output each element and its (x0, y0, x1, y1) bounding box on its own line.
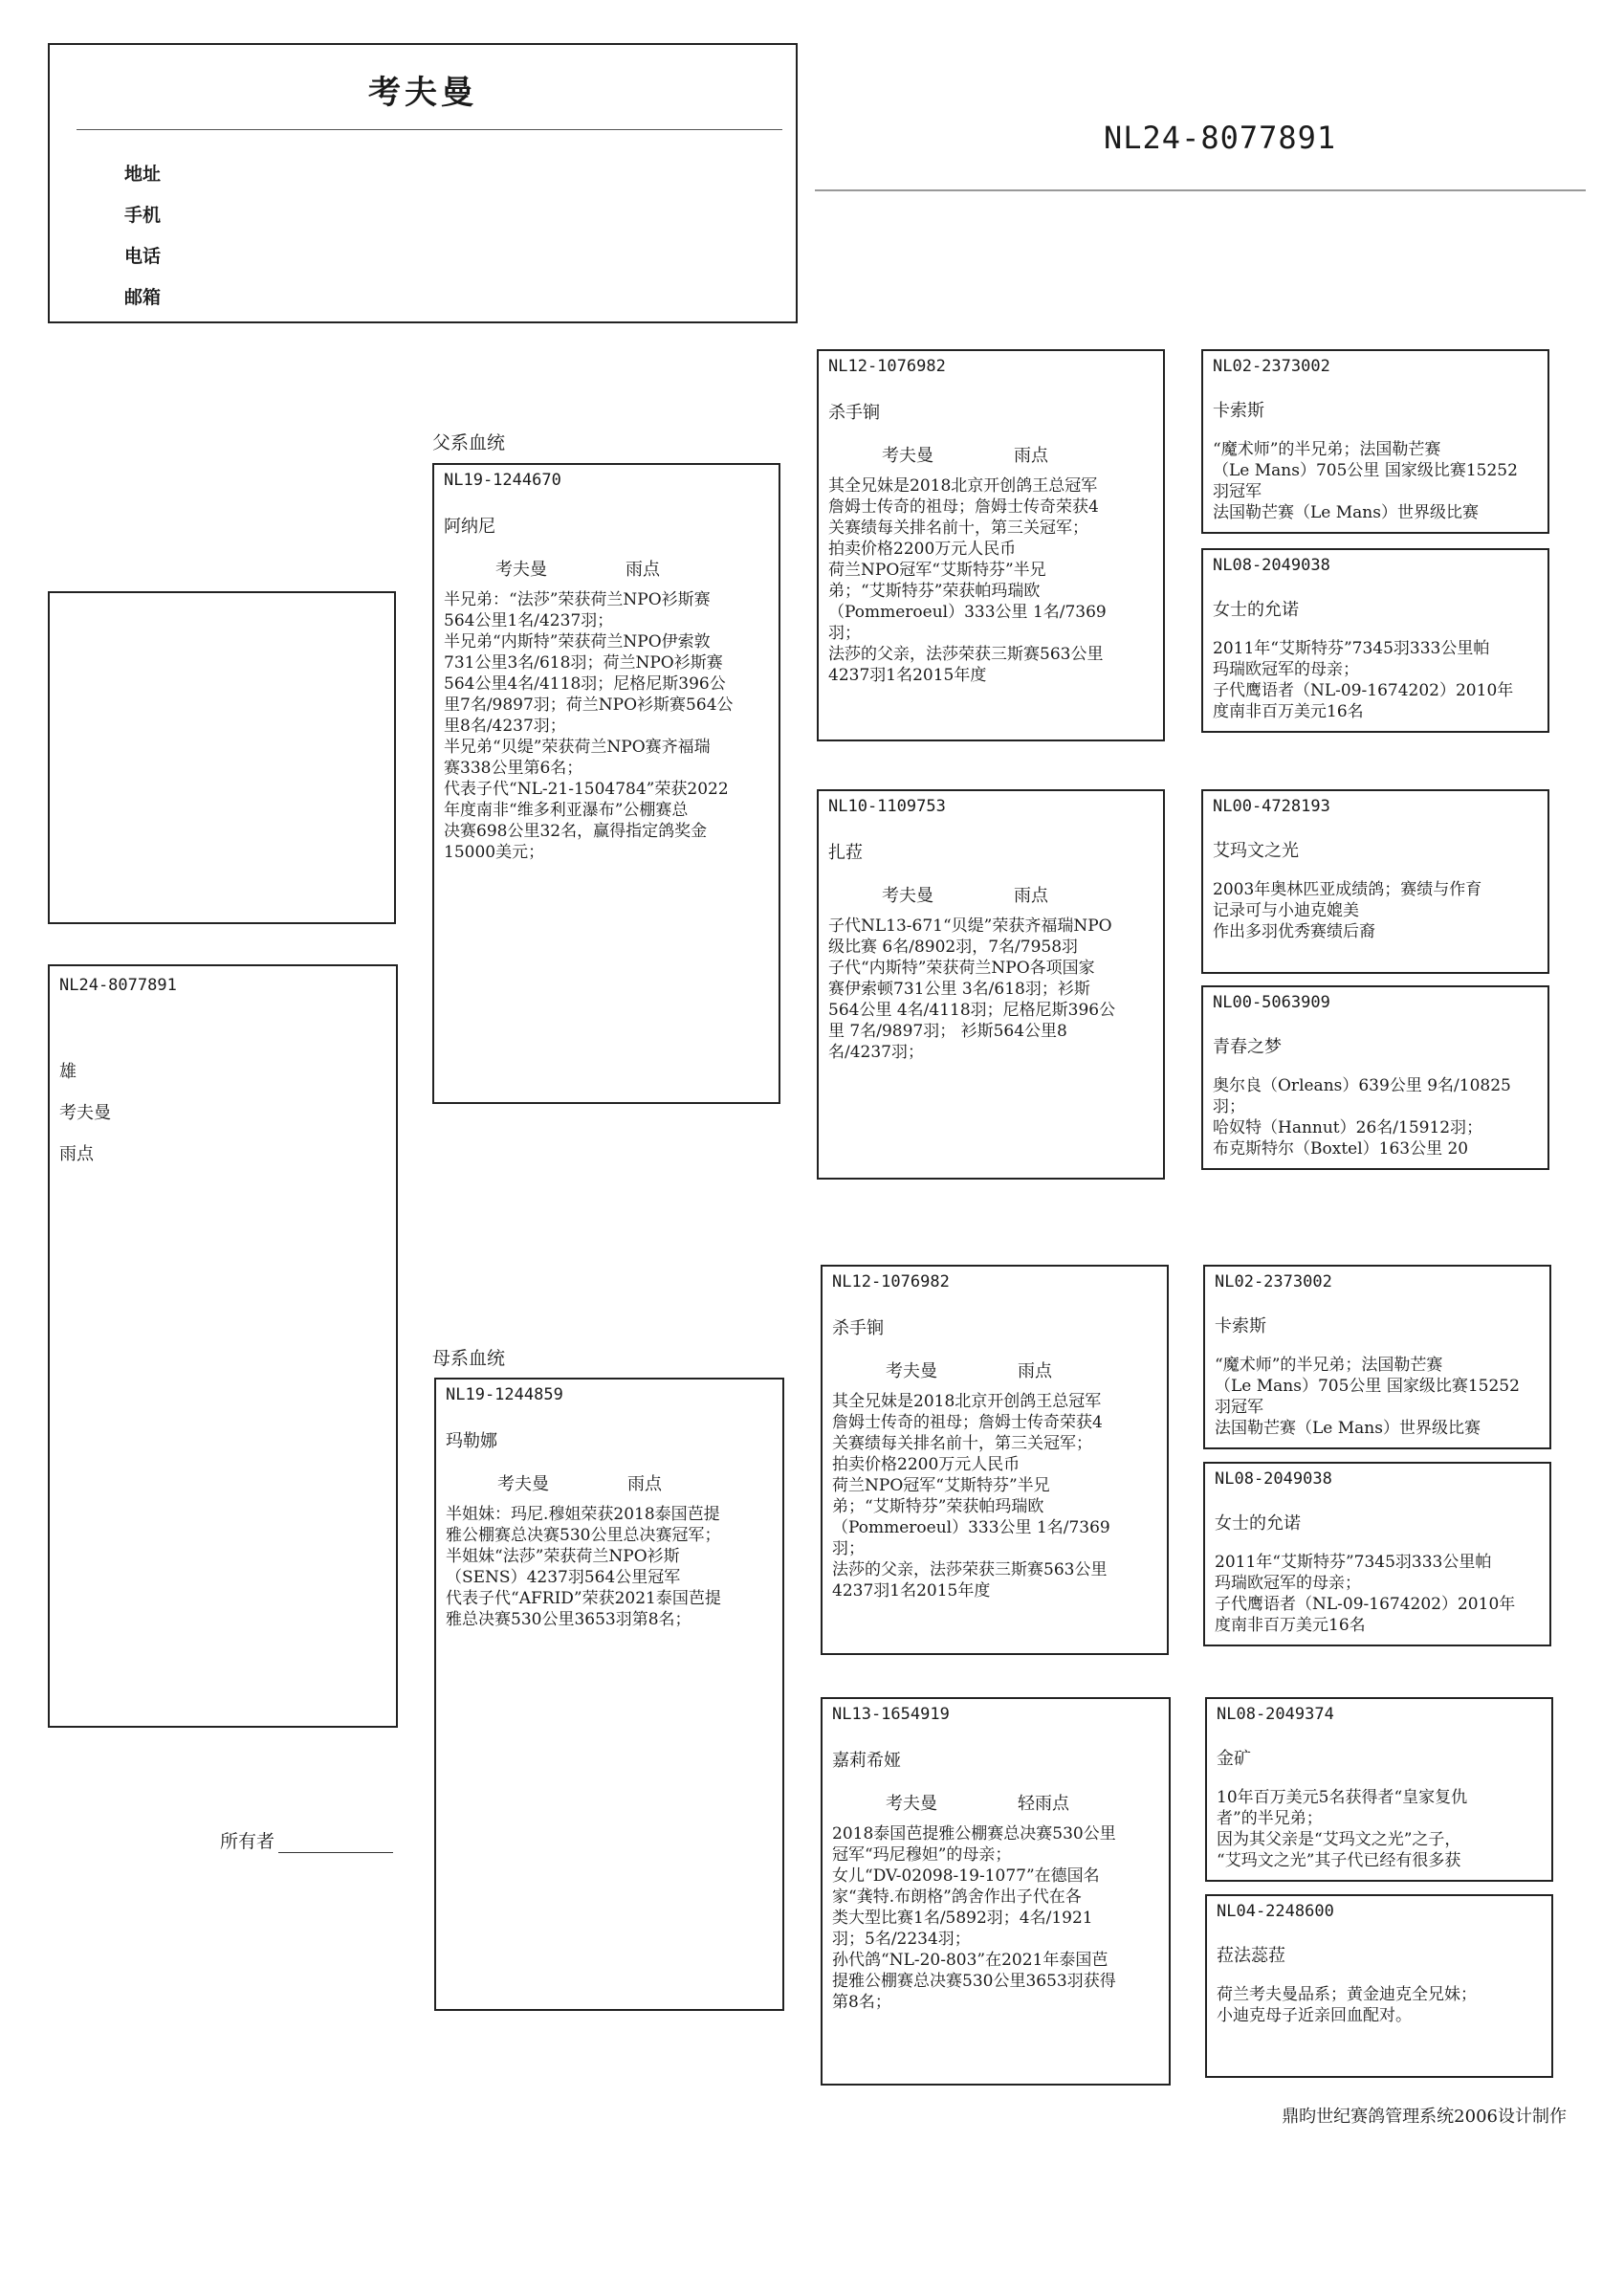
grandparent-name: 扎菈 (828, 843, 863, 863)
grandparent-notes: 子代NL13-671“贝缇”荣获齐福瑞NPO 级比赛 6名/8902羽，7名/7958羽 子代“内斯特”荣获荷兰NPO各项国家 赛伊索顿731公里 3名/618羽；衫斯 564公里 4名/4118羽；尼格尼斯396公 里 7名/9897羽； 衫斯564公里8 名/4237羽； (828, 916, 1116, 1062)
grandparent-strain: 考夫曼 (882, 886, 933, 906)
sire-color: 雨点 (625, 560, 660, 580)
grandparent-name: 杀手锏 (832, 1318, 884, 1338)
grandparent-color: 雨点 (1014, 886, 1048, 906)
great-grandparent-notes: 2011年“艾斯特芬”7345羽333公里帕 玛瑞欧冠军的母亲； 子代鹰语者（NL-09-1674202）2010年 度南非百万美元16名 (1215, 1553, 1516, 1635)
sire-card (432, 463, 780, 1104)
great-grandparent-ring: NL00-5063909 (1213, 993, 1330, 1012)
great-grandparent-notes: 奥尔良（Orleans）639公里 9名/10825 羽； 哈奴特（Hannut）26名/15912羽； 布克斯特尔（Boxtel）163公里 20 (1213, 1076, 1511, 1159)
sire-notes: 半兄弟：“法莎”荣获荷兰NPO衫斯赛 564公里1名/4237羽； 半兄弟“内斯特”荣获荷兰NPO伊索敦 731公里3名/618羽；荷兰NPO衫斯赛 564公里4名/4118羽；尼格尼斯396公 里7名/9897羽；荷兰NPO衫斯赛564公 里8名/4237羽； 半兄弟“贝缇”荣获荷兰NPO赛齐福瑞 赛338公里第6名； 代表子代“NL-21-1504784”荣获2022 年度南非“维多利亚瀑布”公棚赛总 决赛698公里32名，赢得指定鸽奖金 15000美元； (444, 590, 734, 862)
granddam-paternal-card (817, 789, 1165, 1180)
dam-name: 玛勒娜 (446, 1431, 497, 1451)
great-grandparent-ring: NL08-2049374 (1217, 1705, 1334, 1724)
footer-credit: 鼎昀世纪赛鸽管理系统2006设计制作 (1282, 2107, 1567, 2127)
great-grandparent-name: 金矿 (1217, 1749, 1251, 1769)
paternal-section-label: 父系血统 (432, 432, 506, 453)
grandparent-ring: NL10-1109753 (828, 797, 946, 816)
grandsire-paternal-card (817, 349, 1165, 741)
grandparent-name: 嘉莉希娅 (832, 1751, 901, 1771)
grandparent-notes: 其全兄妹是2018北京开创鸽王总冠军 詹姆士传奇的祖母；詹姆士传奇荣获4 关赛绩每关排名前十，第三关冠军； 拍卖价格2200万元人民币 荷兰NPO冠军“艾斯特芬”半兄 弟；“艾斯特芬”荣获帕玛瑞欧 （Pommeroeul）333公里 1名/7369 羽； 法莎的父亲，法莎荣获三斯赛563公里 4237羽1名2015年度 (832, 1392, 1110, 1601)
great-grandparent-name: 卡索斯 (1213, 401, 1264, 421)
great-grandparent-card (1201, 985, 1549, 1170)
great-grandparent-notes: “魔术师”的半兄弟；法国勒芒赛 （Le Mans）705公里 国家级比赛15252 羽冠军 法国勒芒赛（Le Mans）世界级比赛 (1215, 1356, 1520, 1438)
great-grandparent-notes: 2011年“艾斯特芬”7345羽333公里帕 玛瑞欧冠军的母亲； 子代鹰语者（NL-09-1674202）2010年 度南非百万美元16名 (1213, 639, 1514, 721)
header-ring-number: NL24-8077891 (1104, 120, 1337, 156)
grandparent-ring: NL12-1076982 (828, 357, 946, 376)
great-grandparent-ring: NL08-2049038 (1213, 556, 1330, 575)
address-label: 地址 (124, 164, 162, 185)
granddam-maternal-card (821, 1697, 1171, 2086)
email-label: 邮箱 (124, 287, 162, 308)
great-grandparent-notes: 10年百万美元5名获得者“皇家复仇 者”的半兄弟； 因为其父亲是“艾玛文之光”之子， “艾玛文之光”其子代已经有很多获 (1217, 1788, 1468, 1870)
grandparent-color: 雨点 (1014, 446, 1048, 466)
sire-strain: 考夫曼 (495, 560, 547, 580)
dam-notes: 半姐妹：玛尼.穆姐荣获2018泰国芭提 雅公棚赛总决赛530公里总决赛冠军； 半姐妹“法莎”荣获荷兰NPO衫斯 （SENS）4237羽564公里冠军 代表子代“AFRID”荣获2021泰国芭提 雅总决赛530公里3653羽第8名； (446, 1505, 721, 1629)
mobile-label: 手机 (124, 205, 162, 226)
great-grandparent-card (1201, 349, 1549, 534)
owner-label: 所有者 (220, 1831, 275, 1852)
great-grandparent-notes: 荷兰考夫曼品系；黄金迪克全兄妹； 小迪克母子近亲回血配对。 (1217, 1985, 1477, 2025)
great-grandparent-notes: 2003年奥林匹亚成绩鸽；赛绩与作育 记录可与小迪克媲美 作出多羽优秀赛绩后裔 (1213, 880, 1482, 941)
grandparent-ring: NL12-1076982 (832, 1272, 950, 1292)
great-grandparent-name: 青春之梦 (1213, 1037, 1282, 1057)
great-grandparent-card (1201, 789, 1549, 974)
great-grandparent-ring: NL04-2248600 (1217, 1902, 1334, 1921)
photo-box (48, 591, 396, 924)
grandsire-maternal-card (821, 1265, 1169, 1655)
great-grandparent-card (1203, 1462, 1551, 1646)
great-grandparent-ring: NL08-2049038 (1215, 1469, 1332, 1489)
great-grandparent-name: 艾玛文之光 (1213, 841, 1299, 861)
grandparent-notes: 2018泰国芭提雅公棚赛总决赛530公里 冠军“玛尼穆妲”的母亲； 女儿“DV-02098-19-1077”在德国名 家“龚特.布朗格”鸽舍作出子代在各 类大型比赛1名/5892羽；4名/1921 羽；5名/2234羽； 孙代鸽“NL-20-803”在2021年泰国芭 提雅公棚赛总决赛530公里3653羽获得 第8名； (832, 1824, 1116, 2012)
grandparent-ring: NL13-1654919 (832, 1705, 950, 1724)
grandparent-strain: 考夫曼 (882, 446, 933, 466)
phone-label: 电话 (124, 246, 162, 267)
grandparent-strain: 考夫曼 (886, 1794, 937, 1814)
grandparent-strain: 考夫曼 (886, 1361, 937, 1381)
grandparent-notes: 其全兄妹是2018北京开创鸽王总冠军 詹姆士传奇的祖母；詹姆士传奇荣获4 关赛绩每关排名前十，第三关冠军； 拍卖价格2200万元人民币 荷兰NPO冠军“艾斯特芬”半兄 弟；“艾斯特芬”荣获帕玛瑞欧 （Pommeroeul）333公里 1名/7369 羽； 法莎的父亲，法莎荣获三斯赛563公里 4237羽1名2015年度 (828, 476, 1107, 685)
subject-card (48, 964, 398, 1728)
owner-header-card (48, 43, 798, 323)
owner-blank-line (278, 1852, 393, 1853)
subject-color: 雨点 (59, 1144, 94, 1164)
owner-field (220, 1827, 393, 1853)
great-grandparent-card (1201, 548, 1549, 733)
great-grandparent-name: 卡索斯 (1215, 1316, 1266, 1336)
great-grandparent-name: 女士的允诺 (1215, 1513, 1301, 1534)
dam-card (434, 1378, 784, 2011)
maternal-section-label: 母系血统 (432, 1348, 506, 1369)
loft-title: 考夫曼 (368, 74, 477, 112)
great-grandparent-card (1205, 1697, 1553, 1882)
dam-color: 雨点 (627, 1474, 662, 1494)
subject-sex: 雄 (59, 1062, 77, 1082)
grandparent-name: 杀手锏 (828, 403, 880, 423)
great-grandparent-name: 菈法蕊菈 (1217, 1946, 1285, 1966)
dam-ring: NL19-1244859 (446, 1385, 563, 1404)
great-grandparent-ring: NL02-2373002 (1215, 1272, 1332, 1292)
grandparent-color: 轻雨点 (1018, 1794, 1069, 1814)
sire-name: 阿纳尼 (444, 517, 495, 537)
sire-ring: NL19-1244670 (444, 471, 561, 490)
great-grandparent-card (1203, 1265, 1551, 1449)
subject-strain: 考夫曼 (59, 1103, 111, 1123)
great-grandparent-ring: NL02-2373002 (1213, 357, 1330, 376)
subject-ring: NL24-8077891 (59, 976, 177, 995)
great-grandparent-notes: “魔术师”的半兄弟；法国勒芒赛 （Le Mans）705公里 国家级比赛15252 羽冠军 法国勒芒赛（Le Mans）世界级比赛 (1213, 440, 1518, 522)
dam-strain: 考夫曼 (497, 1474, 549, 1494)
ring-divider (815, 189, 1586, 191)
great-grandparent-name: 女士的允诺 (1213, 600, 1299, 620)
header-divider (77, 129, 782, 130)
great-grandparent-card (1205, 1894, 1553, 2078)
great-grandparent-ring: NL00-4728193 (1213, 797, 1330, 816)
grandparent-color: 雨点 (1018, 1361, 1052, 1381)
